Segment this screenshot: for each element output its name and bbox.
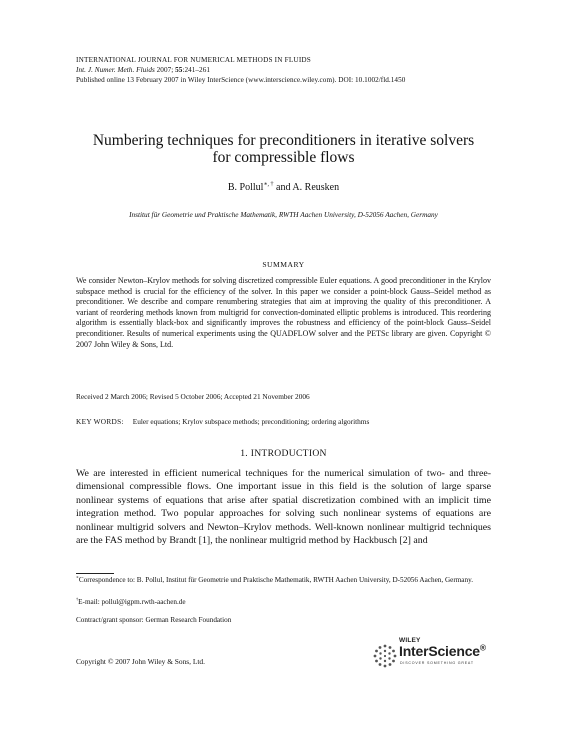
footnote-1-mark: ∗ bbox=[76, 574, 79, 580]
citation-volume: 55 bbox=[175, 66, 183, 74]
title-line-1: Numbering techniques for preconditioners in iterative solvers bbox=[92, 132, 475, 149]
journal-header bbox=[76, 55, 405, 85]
author-2: and A. Reusken bbox=[273, 182, 340, 193]
summary-heading: SUMMARY bbox=[262, 260, 305, 269]
author-1: B. Pollul bbox=[227, 182, 264, 193]
affiliation: Institut für Geometrie und Praktische Mathematik, RWTH Aachen University, D-52056 Aachen, Germany bbox=[129, 210, 438, 219]
paper-title bbox=[60, 132, 507, 166]
logo-wiley: WILEY bbox=[399, 637, 421, 644]
title-line-2: for compressible flows bbox=[212, 149, 355, 166]
copyright-notice: Copyright © 2007 John Wiley & Sons, Ltd. bbox=[76, 657, 205, 666]
footnote-2-text: E-mail: pollul@igpm.rwth-aachen.de bbox=[78, 598, 186, 606]
wiley-interscience-logo bbox=[372, 637, 497, 679]
footnote-email bbox=[76, 598, 491, 608]
footnote-rule bbox=[76, 573, 114, 574]
footnote-correspondence bbox=[76, 576, 491, 586]
logo-tagline: DISCOVER SOMETHING GREAT bbox=[400, 661, 474, 665]
abstract-text: We consider Newton–Krylov methods for solving discretized compressible Euler equations. A good preconditioner in the Krylov subspace method is crucial for the efficiency of the solver. In this paper we consider a point-block Gauss–Seidel method as preconditioner. We describe and compare renumbering strategies that aim at improving the quality of this preconditioner. A variant of reordering methods known from multigrid for convection-dominated elliptic problems is introduced. This reordering algorithm is essentially black-box and significantly improves the robustness and efficiency of the point-block Gauss–Seidel preconditioner. Results of numerical experiments using the QUADFLOW solver and the PETSc library are given. Copyright © 2007 John Wiley & Sons, Ltd. bbox=[76, 276, 491, 349]
citation-year: 2007; bbox=[154, 66, 176, 74]
logo-brand-text: InterScience bbox=[399, 643, 480, 659]
globe-icon bbox=[372, 643, 398, 669]
logo-registered: ® bbox=[479, 642, 486, 653]
journal-name: INTERNATIONAL JOURNAL FOR NUMERICAL METHODS IN FLUIDS bbox=[76, 56, 312, 64]
received-dates: Received 2 March 2006; Revised 5 October 2006; Accepted 21 November 2006 bbox=[76, 392, 310, 401]
keywords-label: KEY WORDS: bbox=[76, 417, 124, 426]
footnote-1-text: Correspondence to: B. Pollul, Institut für Geometrie und Praktische Mathematik, RWTH Aachen University, D-52056 Aachen, Germany. bbox=[78, 576, 474, 584]
keywords-text: Euler equations; Krylov subspace methods; preconditioning; ordering algorithms bbox=[132, 417, 370, 426]
published-line: Published online 13 February 2007 in Wiley InterScience (www.interscience.wiley.com). DOI: 10.1002/fld.1450 bbox=[76, 76, 406, 84]
citation-journal: Int. J. Numer. Meth. Fluids bbox=[76, 66, 155, 74]
section-heading-introduction: 1. INTRODUCTION bbox=[240, 448, 327, 459]
authors bbox=[60, 182, 507, 193]
author-1-marks: ∗, † bbox=[263, 181, 274, 188]
keywords bbox=[76, 417, 369, 426]
logo-brand bbox=[399, 643, 486, 659]
introduction-text: We are interested in efficient numerical techniques for the numerical simulation of two- and three-dimensional compressible flows. One important issue in this field is the solution of large sparse nonlinear systems of equations that arise after spatial discretization combined with an implicit time integration method. Two popular approaches for solving such nonlinear systems of equations are nonlinear multigrid solvers and Newton–Krylov methods. Well-known nonlinear multigrid techniques are the FAS method by Brandt [1], the nonlinear multigrid method by Hackbusch [2] and bbox=[76, 468, 491, 547]
citation-line bbox=[76, 65, 405, 75]
citation-pages: :241–261 bbox=[182, 66, 210, 74]
grant-sponsor: Contract/grant sponsor: German Research Foundation bbox=[76, 616, 232, 624]
footnote-2-mark: † bbox=[76, 596, 79, 602]
